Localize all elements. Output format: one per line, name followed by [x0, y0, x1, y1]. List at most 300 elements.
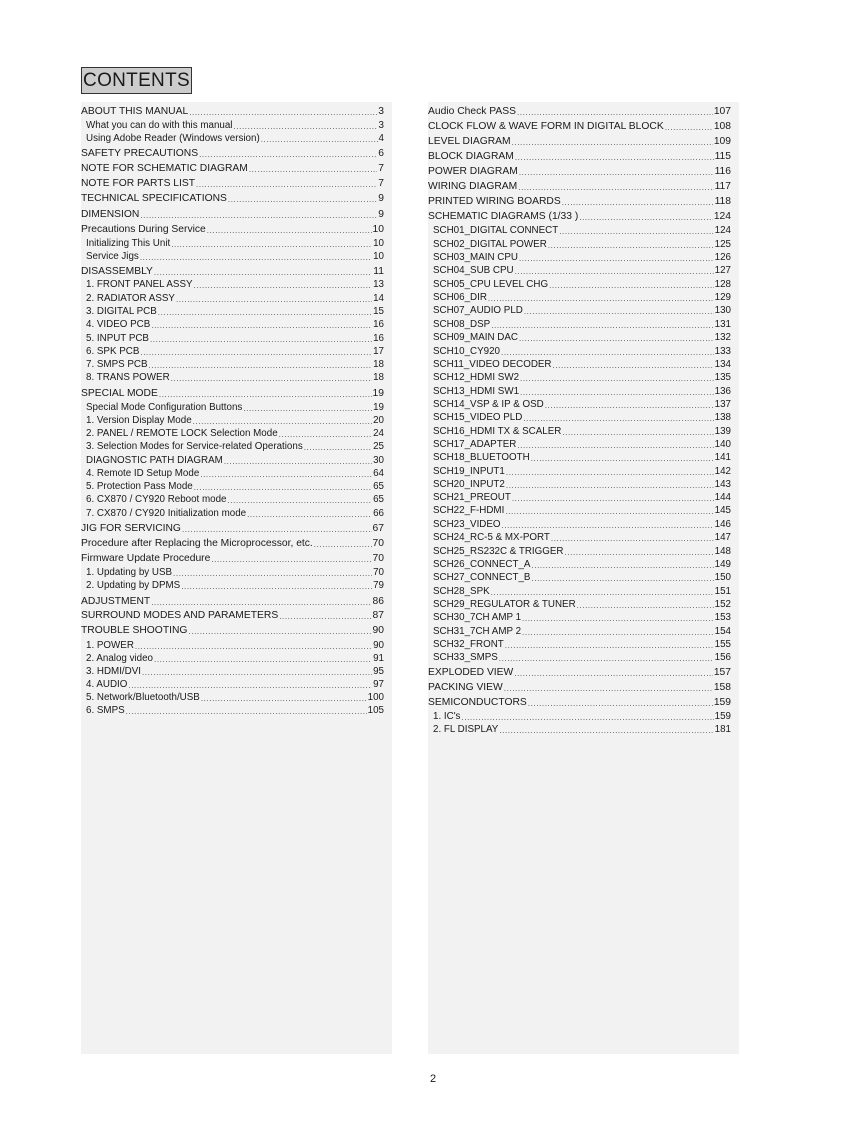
toc-entry-label: SCH14_VSP & IP & OSD — [433, 399, 544, 410]
toc-entry[interactable] — [81, 703, 392, 717]
dot-leader — [182, 524, 372, 535]
toc-entry-page: 19 — [373, 402, 384, 413]
toc-entry[interactable] — [81, 453, 392, 467]
dot-leader — [520, 373, 714, 384]
toc-entry[interactable] — [428, 665, 739, 679]
toc-entry[interactable] — [81, 521, 392, 535]
toc-entry-label: 1. Updating by USB — [86, 567, 173, 578]
toc-entry[interactable] — [428, 517, 739, 531]
toc-entry-page: 159 — [714, 711, 731, 722]
toc-entry[interactable] — [428, 250, 739, 264]
toc-entry-page: 127 — [714, 265, 731, 276]
toc-entry[interactable] — [428, 637, 739, 651]
toc-entry-label: SCH07_AUDIO PLD — [433, 305, 523, 316]
toc-entry-page: 10 — [372, 224, 384, 235]
toc-entry-page: 139 — [714, 426, 731, 437]
dot-leader — [207, 225, 372, 236]
toc-entry-label: SCH31_7CH AMP 2 — [433, 626, 522, 637]
toc-entry-label: Service Jigs — [86, 251, 139, 262]
toc-entry-label: SCH26_CONNECT_A — [433, 559, 531, 570]
toc-entry-page: 70 — [372, 553, 384, 564]
toc-entry[interactable] — [428, 194, 739, 208]
toc-entry-page: 126 — [714, 252, 731, 263]
dot-leader — [559, 226, 713, 237]
toc-entry[interactable] — [428, 397, 739, 411]
toc-entry-label: SCH32_FRONT — [433, 639, 504, 650]
toc-entry-page: 7 — [378, 163, 384, 174]
toc-entry[interactable] — [428, 164, 739, 178]
toc-entry[interactable] — [81, 291, 392, 305]
toc-entry-page: 133 — [714, 346, 731, 357]
toc-entry-label: CLOCK FLOW & WAVE FORM IN DIGITAL BLOCK — [428, 121, 664, 132]
toc-entry-label: SCH21_PREOUT — [433, 492, 511, 503]
dot-leader — [531, 573, 713, 584]
toc-entry-label: SEMICONDUCTORS — [428, 697, 527, 708]
dot-leader — [515, 152, 714, 163]
toc-entry-label: JIG FOR SERVICING — [81, 523, 181, 534]
dot-leader — [519, 333, 714, 344]
dot-leader — [151, 320, 372, 331]
toc-entry-page: 9 — [378, 193, 384, 204]
toc-entry-label: 4. VIDEO PCB — [86, 319, 151, 330]
toc-entry[interactable] — [428, 437, 739, 451]
toc-entry-page: 65 — [373, 494, 384, 505]
toc-entry-label: TECHNICAL SPECIFICATIONS — [81, 193, 227, 204]
toc-entry-page: 153 — [714, 612, 731, 623]
toc-entry-label: SCH03_MAIN CPU — [433, 252, 518, 263]
toc-entry-label: SCH23_VIDEO — [433, 519, 501, 530]
toc-entry-label: SCH19_INPUT1 — [433, 466, 505, 477]
dot-leader — [517, 107, 713, 118]
toc-entry-page: 91 — [373, 653, 384, 664]
toc-entry-page: 138 — [714, 412, 731, 423]
toc-entry-label: SCH08_DSP — [433, 319, 491, 330]
toc-entry[interactable] — [81, 664, 392, 678]
toc-entry-page: 64 — [373, 468, 384, 479]
toc-entry-label: 2. Updating by DPMS — [86, 580, 181, 591]
toc-entry[interactable] — [428, 344, 739, 358]
toc-entry-page: 147 — [714, 532, 731, 543]
toc-entry-page: 15 — [373, 306, 384, 317]
dot-leader — [505, 506, 713, 517]
dot-leader — [518, 182, 713, 193]
toc-entry[interactable] — [81, 690, 392, 704]
toc-entry-label: SPECIAL MODE — [81, 388, 158, 399]
toc-entry-page: 116 — [714, 166, 731, 177]
toc-entry[interactable] — [81, 207, 392, 221]
toc-entry[interactable] — [81, 317, 392, 331]
toc-entry[interactable] — [81, 344, 392, 358]
toc-entry[interactable] — [81, 413, 392, 427]
toc-entry[interactable] — [428, 450, 739, 464]
toc-entry-page: 109 — [713, 136, 731, 147]
toc-entry[interactable] — [81, 370, 392, 384]
toc-entry[interactable] — [428, 134, 739, 148]
toc-entry-page: 136 — [714, 386, 731, 397]
toc-entry-label: SCH28_SPK — [433, 586, 490, 597]
dot-leader — [522, 613, 714, 624]
toc-entry-label: SCH18_BLUETOOTH — [433, 452, 530, 463]
toc-entry-label: 1. POWER — [86, 640, 134, 651]
toc-entry[interactable] — [81, 638, 392, 652]
toc-entry-page: 158 — [713, 682, 731, 693]
toc-entry-page: 66 — [373, 508, 384, 519]
dot-leader — [247, 509, 372, 520]
toc-entry[interactable] — [428, 624, 739, 638]
toc-entry[interactable] — [81, 161, 392, 175]
toc-entry-label: DIMENSION — [81, 209, 140, 220]
toc-entry-page: 152 — [714, 599, 731, 610]
toc-entry-label: SCH09_MAIN DAC — [433, 332, 518, 343]
toc-entry[interactable] — [81, 146, 392, 160]
toc-entry-label: Initializing This Unit — [86, 238, 171, 249]
dot-leader — [562, 197, 714, 208]
toc-entry-label: SCH02_DIGITAL POWER — [433, 239, 547, 250]
toc-entry[interactable] — [428, 709, 739, 723]
dot-leader — [514, 668, 713, 679]
dot-leader — [528, 698, 713, 709]
toc-entry-page: 19 — [372, 388, 384, 399]
dot-leader — [515, 266, 714, 277]
toc-entry-page: 14 — [373, 293, 384, 304]
toc-entry[interactable] — [428, 317, 739, 331]
toc-entry[interactable] — [428, 223, 739, 237]
toc-entry[interactable] — [428, 410, 739, 424]
toc-entry-label: 2. RADIATOR ASSY — [86, 293, 175, 304]
dot-leader — [140, 252, 372, 263]
dot-leader — [181, 581, 372, 592]
toc-entry-page: 87 — [372, 610, 384, 621]
toc-entry[interactable] — [428, 104, 739, 118]
toc-entry-page: 157 — [713, 667, 731, 678]
toc-entry[interactable] — [81, 277, 392, 291]
toc-entry-page: 70 — [372, 538, 384, 549]
toc-entry-page: 30 — [373, 455, 384, 466]
toc-entry[interactable] — [428, 209, 739, 223]
toc-entry-page: 100 — [367, 692, 384, 703]
toc-entry[interactable] — [81, 466, 392, 480]
toc-entry[interactable] — [81, 594, 392, 608]
toc-entry[interactable] — [81, 249, 392, 263]
toc-entry[interactable] — [81, 565, 392, 579]
toc-entry-page: 6 — [378, 148, 384, 159]
toc-entry[interactable] — [428, 490, 739, 504]
toc-entry-label: SCH22_F-HDMI — [433, 505, 505, 516]
toc-entry-page: 10 — [373, 238, 384, 249]
toc-entry[interactable] — [428, 544, 739, 558]
toc-entry[interactable] — [428, 277, 739, 291]
toc-entry-page: 145 — [714, 505, 731, 516]
toc-entry-page: 7 — [378, 178, 384, 189]
toc-entry-page: 131 — [714, 319, 731, 330]
toc-entry[interactable] — [81, 176, 392, 190]
toc-entry[interactable] — [428, 357, 739, 371]
toc-entry-page: 154 — [714, 626, 731, 637]
dot-leader — [314, 539, 372, 550]
dot-leader — [519, 167, 714, 178]
toc-entry-label: POWER DIAGRAM — [428, 166, 518, 177]
toc-entry-page: 130 — [714, 305, 731, 316]
toc-entry-label: SCH11_VIDEO DECODER — [433, 359, 552, 370]
toc-entry[interactable] — [428, 179, 739, 193]
toc-entry[interactable] — [81, 357, 392, 371]
toc-entry[interactable] — [81, 118, 392, 132]
toc-entry-label: SAFETY PRECAUTIONS — [81, 148, 199, 159]
page-title: CONTENTS — [83, 69, 190, 91]
toc-entry[interactable] — [428, 290, 739, 304]
toc-entry-label: Audio Check PASS — [428, 106, 516, 117]
toc-entry-label: PRINTED WIRING BOARDS — [428, 196, 561, 207]
toc-entry-page: 135 — [714, 372, 731, 383]
toc-entry-label: ABOUT THIS MANUAL — [81, 106, 189, 117]
dot-leader — [499, 725, 713, 736]
toc-entry-label: 2. FL DISPLAY — [433, 724, 499, 735]
toc-entry-label: SCH16_HDMI TX & SCALER — [433, 426, 562, 437]
toc-entry-page: 18 — [373, 372, 384, 383]
toc-entry-label: What you can do with this manual — [86, 120, 233, 131]
toc-entry[interactable] — [81, 677, 392, 691]
toc-entry[interactable] — [81, 551, 392, 565]
toc-entry-label: Special Mode Configuration Buttons — [86, 402, 243, 413]
toc-entry-label: 2. PANEL / REMOTE LOCK Selection Mode — [86, 428, 278, 439]
toc-entry[interactable] — [428, 330, 739, 344]
toc-entry-page: 118 — [714, 196, 731, 207]
toc-entry-page: 148 — [714, 546, 731, 557]
toc-entry-page: 143 — [714, 479, 731, 490]
toc-entry-page: 67 — [372, 523, 384, 534]
toc-entry-label: SCHEMATIC DIAGRAMS (1/33 ) — [428, 211, 579, 222]
toc-entry-page: 90 — [372, 625, 384, 636]
toc-entry-label: Using Adobe Reader (Windows version) — [86, 133, 260, 144]
toc-entry[interactable] — [81, 536, 392, 550]
toc-entry-page: 3 — [378, 106, 384, 117]
toc-entry[interactable] — [428, 722, 739, 736]
dot-leader — [523, 413, 713, 424]
toc-entry[interactable] — [428, 464, 739, 478]
toc-entry[interactable] — [428, 237, 739, 251]
toc-entry-page: 10 — [373, 251, 384, 262]
toc-entry-page: 107 — [713, 106, 731, 117]
dot-leader — [551, 533, 714, 544]
toc-entry-label: TROUBLE SHOOTING — [81, 625, 188, 636]
toc-entry-page: 124 — [713, 211, 731, 222]
toc-entry-label: BLOCK DIAGRAM — [428, 151, 514, 162]
toc-entry[interactable] — [428, 650, 739, 664]
toc-entry[interactable] — [81, 386, 392, 400]
toc-entry-page: 3 — [378, 120, 384, 131]
toc-entry-page: 124 — [714, 225, 731, 236]
toc-entry-page: 129 — [714, 292, 731, 303]
page-number: 2 — [429, 1073, 437, 1085]
toc-entry-label: Precautions During Service — [81, 224, 206, 235]
toc-entry[interactable] — [81, 191, 392, 205]
toc-entry[interactable] — [81, 651, 392, 665]
toc-entry-page: 151 — [714, 586, 731, 597]
dot-leader — [228, 495, 373, 506]
toc-entry[interactable] — [81, 222, 392, 236]
toc-entry[interactable] — [81, 439, 392, 453]
toc-entry-label: 3. DIGITAL PCB — [86, 306, 157, 317]
toc-entry-label: 5. INPUT PCB — [86, 333, 149, 344]
toc-entry-label: NOTE FOR SCHEMATIC DIAGRAM — [81, 163, 248, 174]
dot-leader — [504, 683, 713, 694]
toc-entry-label: DISASSEMBLY — [81, 266, 153, 277]
toc-left-column — [81, 102, 392, 1054]
toc-entry[interactable] — [428, 680, 739, 694]
toc-entry-page: 150 — [714, 572, 731, 583]
toc-entry-page: 115 — [714, 151, 731, 162]
dot-leader — [199, 149, 377, 160]
dot-leader — [211, 554, 371, 565]
toc-entry[interactable] — [81, 578, 392, 592]
toc-entry-label: SCH30_7CH AMP 1 — [433, 612, 522, 623]
toc-entry-page: 155 — [714, 639, 731, 650]
toc-entry-page: 18 — [373, 359, 384, 370]
toc-entry-label: 7. CX870 / CY920 Initialization mode — [86, 508, 247, 519]
dot-leader — [228, 194, 377, 205]
toc-entry-label: 2. Analog video — [86, 653, 153, 664]
toc-entry[interactable] — [428, 503, 739, 517]
toc-entry-page: 79 — [373, 580, 384, 591]
toc-entry-label: 6. SMPS — [86, 705, 125, 716]
dot-leader — [261, 134, 378, 145]
toc-entry[interactable] — [428, 570, 739, 584]
toc-entry[interactable] — [81, 131, 392, 145]
dot-leader — [279, 611, 371, 622]
toc-entry-label: SCH05_CPU LEVEL CHG — [433, 279, 549, 290]
toc-entry-label: 6. SPK PCB — [86, 346, 140, 357]
toc-entry-page: 128 — [714, 279, 731, 290]
toc-entry-page: 97 — [373, 679, 384, 690]
toc-entry-page: 16 — [373, 319, 384, 330]
toc-entry-label: EXPLODED VIEW — [428, 667, 514, 678]
contents-title-box — [81, 67, 192, 94]
toc-entry-page: 140 — [714, 439, 731, 450]
toc-entry[interactable] — [81, 264, 392, 278]
toc-entry[interactable] — [428, 597, 739, 611]
toc-entry-label: 3. HDMI/DVI — [86, 666, 141, 677]
toc-entry-label: 1. IC's — [433, 711, 461, 722]
toc-entry-label: SCH29_REGULATOR & TUNER — [433, 599, 576, 610]
toc-entry-label: DIAGNOSTIC PATH DIAGRAM — [86, 455, 223, 466]
toc-entry[interactable] — [81, 608, 392, 622]
toc-entry-page: 95 — [373, 666, 384, 677]
toc-entry[interactable] — [81, 236, 392, 250]
toc-entry-label: 7. SMPS PCB — [86, 359, 148, 370]
toc-entry-label: SCH15_VIDEO PLD — [433, 412, 523, 423]
toc-entry-label: SCH06_DIR — [433, 292, 487, 303]
toc-entry-label: SCH25_RS232C & TRIGGER — [433, 546, 564, 557]
toc-entry-page: 142 — [714, 466, 731, 477]
toc-right-column — [428, 102, 739, 1054]
toc-entry[interactable] — [428, 119, 739, 133]
toc-entry-label: Procedure after Replacing the Microprocessor, etc. — [81, 538, 313, 549]
toc-entry-page: 4 — [378, 133, 384, 144]
toc-entry[interactable] — [81, 426, 392, 440]
dot-leader — [512, 137, 713, 148]
toc-entry-label: WIRING DIAGRAM — [428, 181, 518, 192]
toc-entry-label: NOTE FOR PARTS LIST — [81, 178, 196, 189]
toc-entry-label: LEVEL DIAGRAM — [428, 136, 511, 147]
toc-entry[interactable] — [81, 506, 392, 520]
toc-entry-page: 20 — [373, 415, 384, 426]
toc-entry-label: SCH12_HDMI SW2 — [433, 372, 520, 383]
toc-entry-label: SCH17_ADAPTER — [433, 439, 517, 450]
dot-leader — [196, 179, 377, 190]
toc-entry[interactable] — [428, 263, 739, 277]
dot-leader — [304, 442, 372, 453]
toc-entry-page: 159 — [713, 697, 731, 708]
toc-entry[interactable] — [81, 104, 392, 118]
dot-leader — [126, 706, 367, 717]
toc-entry-page: 90 — [373, 640, 384, 651]
toc-entry[interactable] — [428, 477, 739, 491]
toc-entry-label: SCH10_CY920 — [433, 346, 500, 357]
dot-leader — [524, 306, 714, 317]
dot-leader — [171, 373, 372, 384]
toc-entry[interactable] — [81, 400, 392, 414]
toc-entry[interactable] — [428, 610, 739, 624]
toc-entry-label: Firmware Update Procedure — [81, 553, 211, 564]
toc-entry[interactable] — [428, 424, 739, 438]
toc-entry-label: 5. Network/Bluetooth/USB — [86, 692, 200, 703]
toc-entry-label: 3. Selection Modes for Service-related Operations — [86, 441, 303, 452]
toc-entry[interactable] — [428, 584, 739, 598]
toc-entry-page: 16 — [373, 333, 384, 344]
toc-entry-label: SCH20_INPUT2 — [433, 479, 505, 490]
dot-leader — [531, 453, 714, 464]
dot-leader — [140, 210, 377, 221]
toc-entry-page: 105 — [367, 705, 384, 716]
toc-entry-label: 1. Version Display Mode — [86, 415, 192, 426]
toc-entry[interactable] — [428, 384, 739, 398]
toc-entry[interactable] — [81, 304, 392, 318]
toc-entry[interactable] — [81, 331, 392, 345]
toc-entry-page: 25 — [373, 441, 384, 452]
toc-entry-page: 181 — [714, 724, 731, 735]
dot-leader — [189, 107, 377, 118]
toc-entry[interactable] — [428, 530, 739, 544]
toc-entry[interactable] — [428, 557, 739, 571]
toc-entry-label: SCH01_DIGITAL CONNECT — [433, 225, 559, 236]
toc-entry[interactable] — [81, 492, 392, 506]
toc-entry-page: 141 — [714, 452, 731, 463]
toc-entry[interactable] — [428, 370, 739, 384]
toc-entry-page: 11 — [373, 266, 384, 277]
dot-leader — [499, 653, 714, 664]
toc-entry-label: 1. FRONT PANEL ASSY — [86, 279, 193, 290]
toc-entry-page: 137 — [714, 399, 731, 410]
toc-entry-label: 4. Remote ID Setup Mode — [86, 468, 200, 479]
toc-entry-page: 149 — [714, 559, 731, 570]
toc-entry-label: SCH33_SMPS — [433, 652, 498, 663]
toc-entry-label: SCH27_CONNECT_B — [433, 572, 531, 583]
toc-entry-label: 6. CX870 / CY920 Reboot mode — [86, 494, 227, 505]
toc-entry[interactable] — [428, 303, 739, 317]
toc-entry[interactable] — [428, 695, 739, 709]
toc-entry[interactable] — [81, 623, 392, 637]
toc-entry-label: SCH24_RC-5 & MX-PORT — [433, 532, 550, 543]
toc-entry[interactable] — [428, 149, 739, 163]
dot-leader — [249, 164, 377, 175]
toc-entry-page: 24 — [373, 428, 384, 439]
toc-entry-page: 17 — [373, 346, 384, 357]
toc-entry[interactable] — [81, 479, 392, 493]
toc-entry-page: 13 — [373, 279, 384, 290]
toc-entry-page: 117 — [714, 181, 731, 192]
toc-entry-label: PACKING VIEW — [428, 682, 503, 693]
dot-leader — [159, 389, 372, 400]
